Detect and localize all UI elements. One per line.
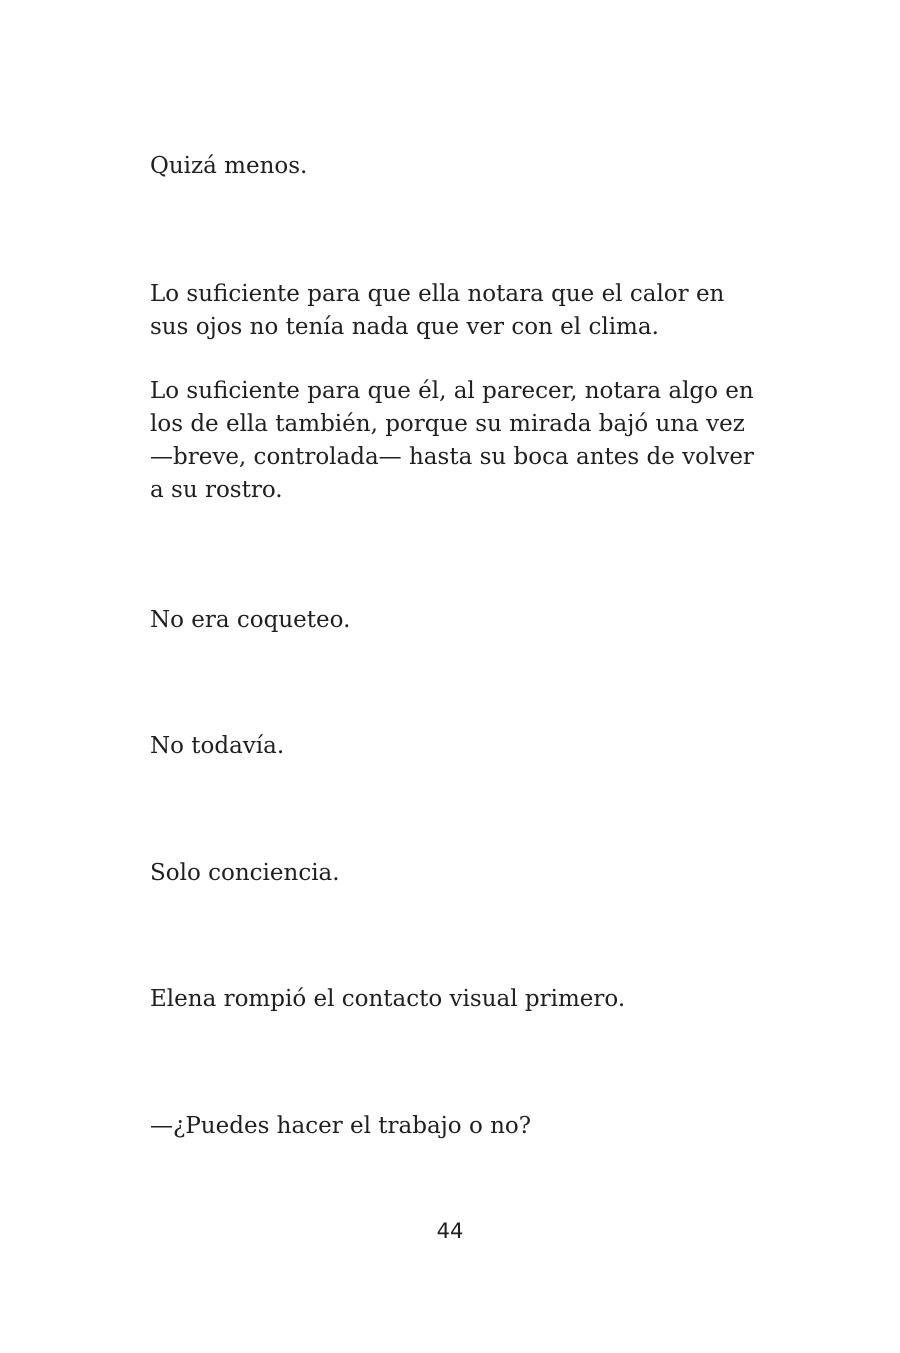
paragraph: Quizá menos. [150,153,308,179]
page-number: 44 [436,1219,464,1243]
paragraph: —¿Puedes hacer el trabajo o no? [150,1113,532,1139]
paragraph: Lo suficiente para que ella notara que el calor en sus ojos no tenía nada que ver con el clima. [150,281,725,340]
paragraph: Solo conciencia. [150,860,340,886]
paragraph: No era coqueteo. [150,607,351,633]
paragraph: No todavía. [150,733,285,759]
paragraph: Elena rompió el contacto visual primero. [150,986,626,1012]
paragraph: Lo suficiente para que él, al parecer, notara algo en los de ella también, porque su mirada bajó una vez —breve, controlada— hasta su boca antes de volver a su rostro. [150,378,754,503]
